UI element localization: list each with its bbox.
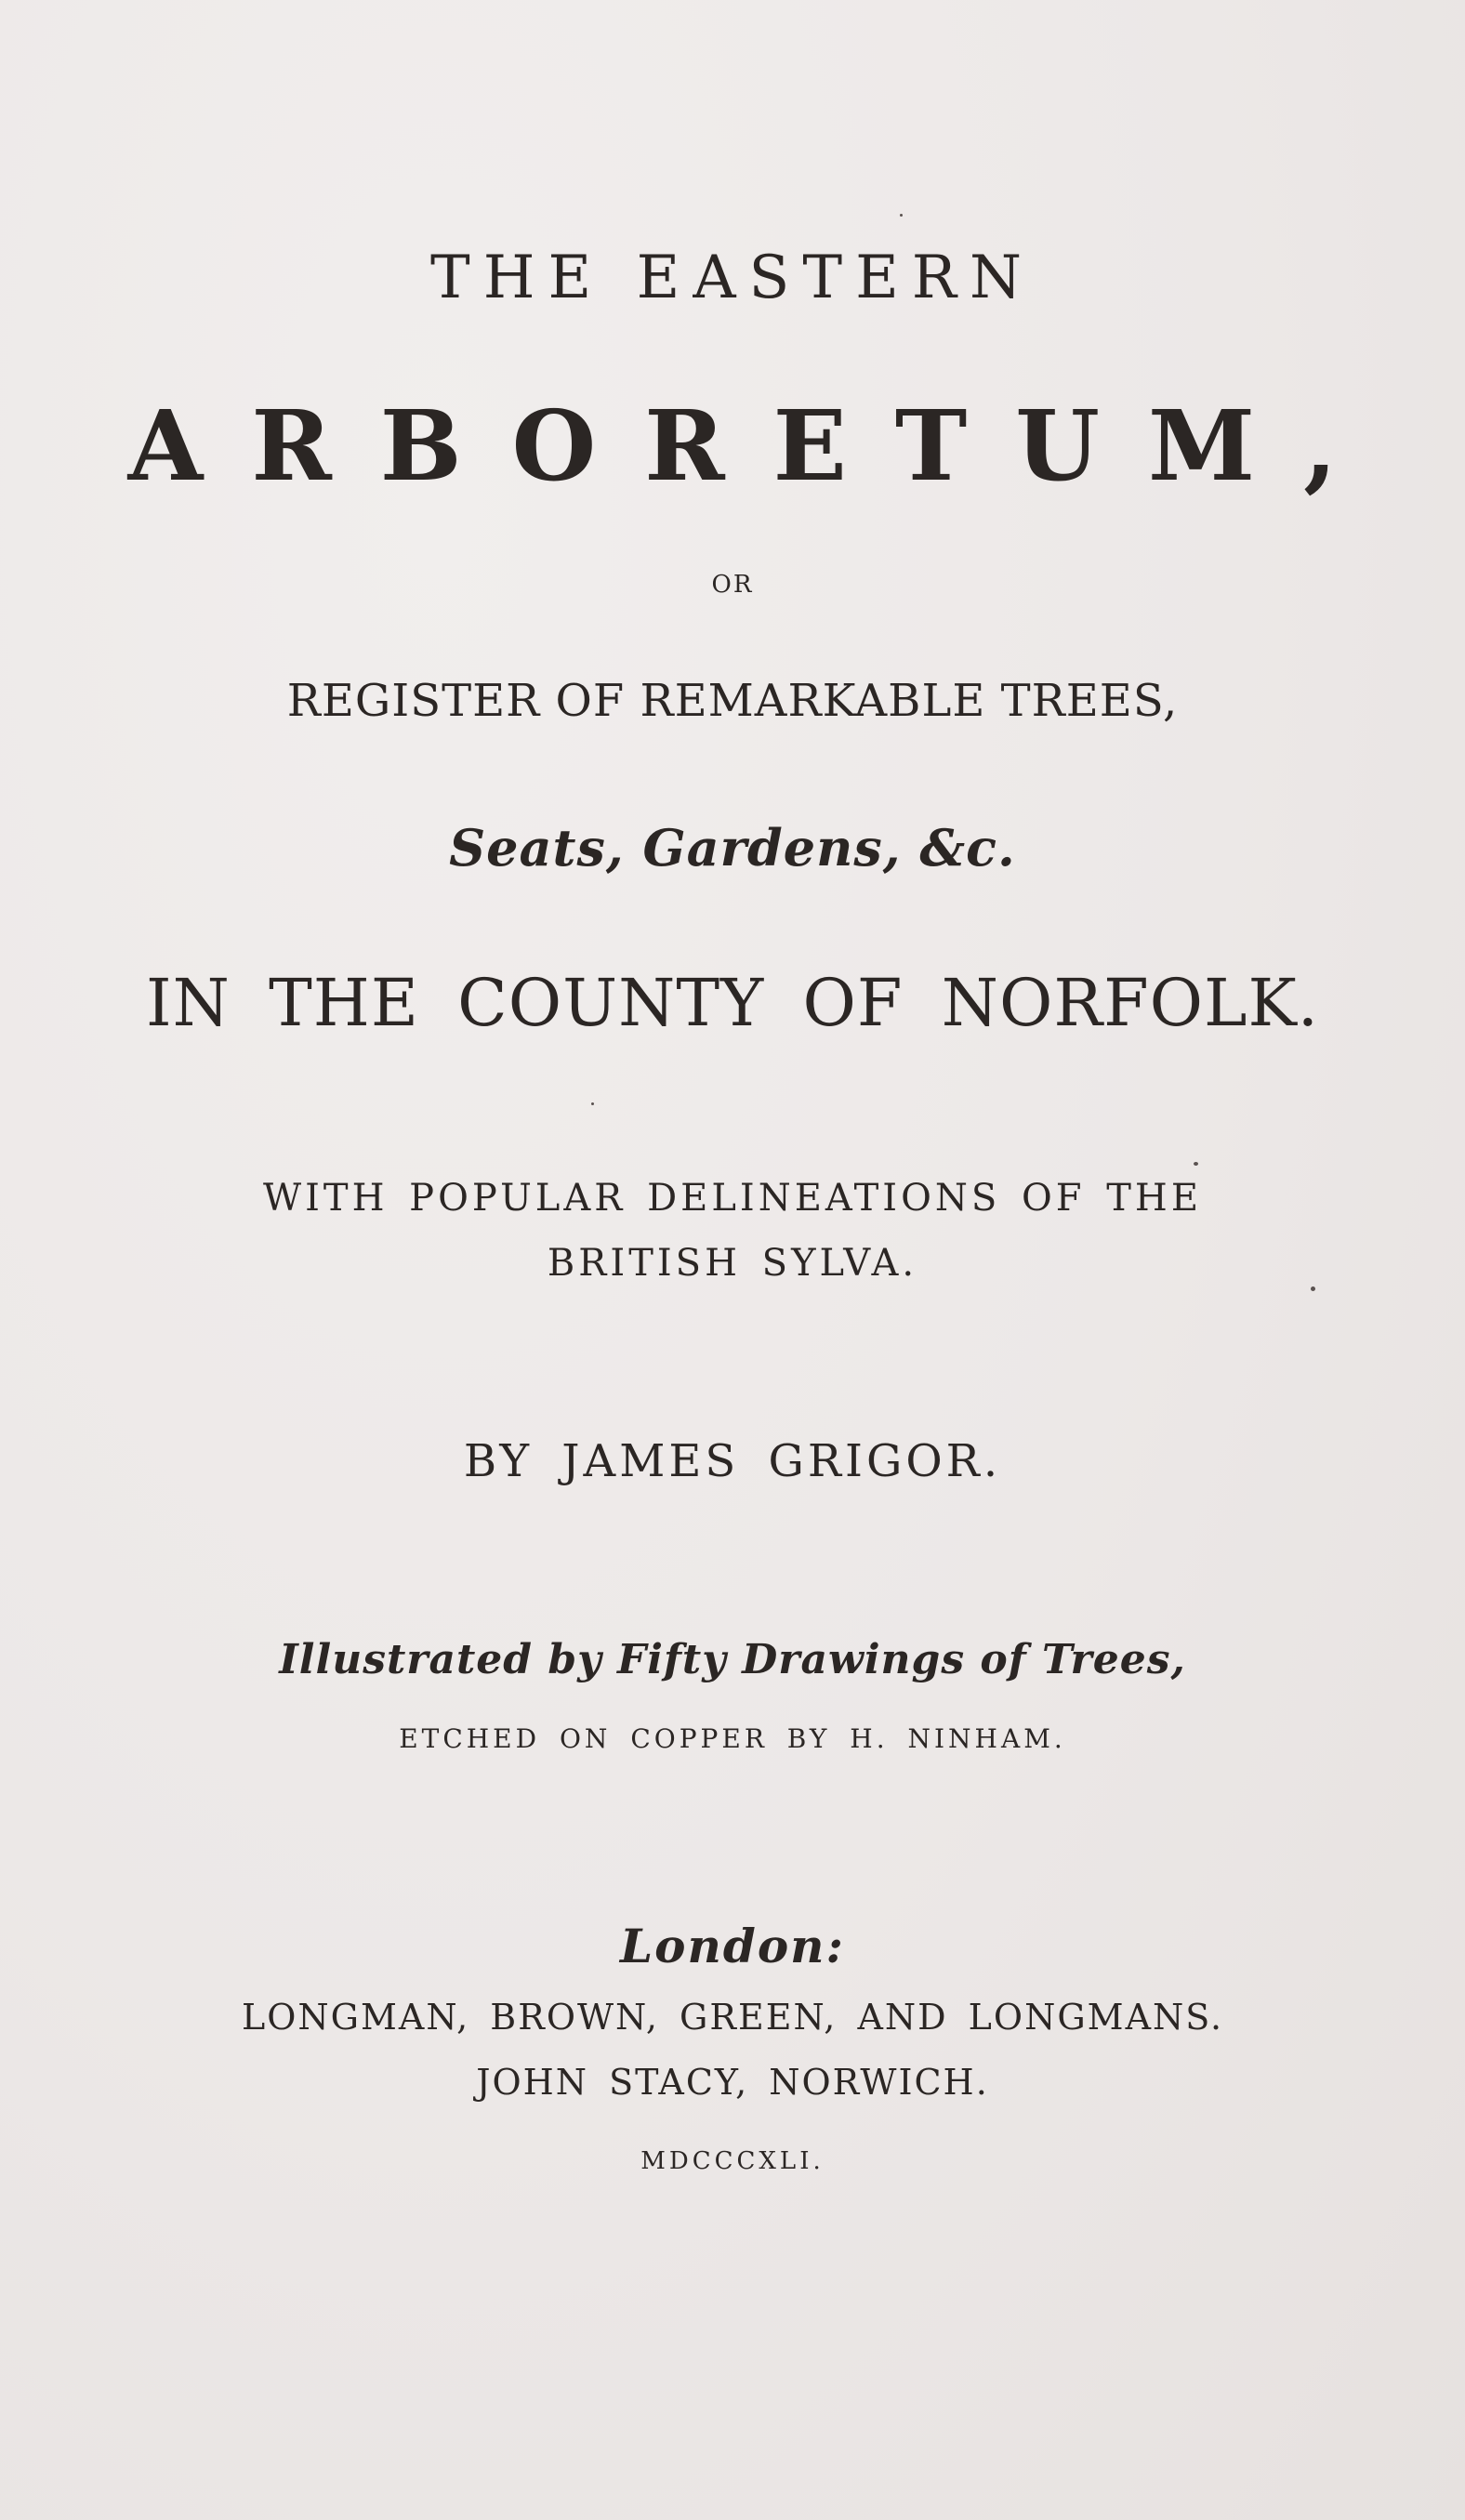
title-line-arboretum: ARBORETUM, xyxy=(127,389,1386,503)
imprint-publisher-2: JOHN STACY, NORWICH. xyxy=(476,2062,989,2103)
description-line-1: WITH POPULAR DELINEATIONS OF THE xyxy=(262,1177,1203,1220)
subtitle-register: REGISTER OF REMARKABLE TREES, xyxy=(286,675,1179,727)
title-line-or: OR xyxy=(711,571,754,599)
paper-speck xyxy=(900,214,903,217)
illustrations-line: Illustrated by Fifty Drawings of Trees, xyxy=(279,1636,1186,1683)
imprint-publisher-1: LONGMAN, BROWN, GREEN, AND LONGMANS. xyxy=(241,1997,1224,2038)
paper-speck xyxy=(1311,1286,1315,1291)
engraver-line: ETCHED ON COPPER BY H. NINHAM. xyxy=(399,1723,1066,1754)
imprint-place: London: xyxy=(620,1919,845,1973)
imprint-year: MDCCCXLI. xyxy=(640,2147,825,2175)
subtitle-seats-gardens: Seats, Gardens, &c. xyxy=(449,818,1016,877)
author-line: BY JAMES GRIGOR. xyxy=(463,1435,1002,1487)
paper-speck xyxy=(1194,1162,1198,1166)
title-line-the-eastern: THE EASTERN xyxy=(430,244,1035,312)
description-line-2: BRITISH SYLVA. xyxy=(547,1242,918,1285)
paper-speck xyxy=(591,1102,594,1105)
subtitle-county: IN THE COUNTY OF NORFOLK. xyxy=(145,965,1320,1041)
